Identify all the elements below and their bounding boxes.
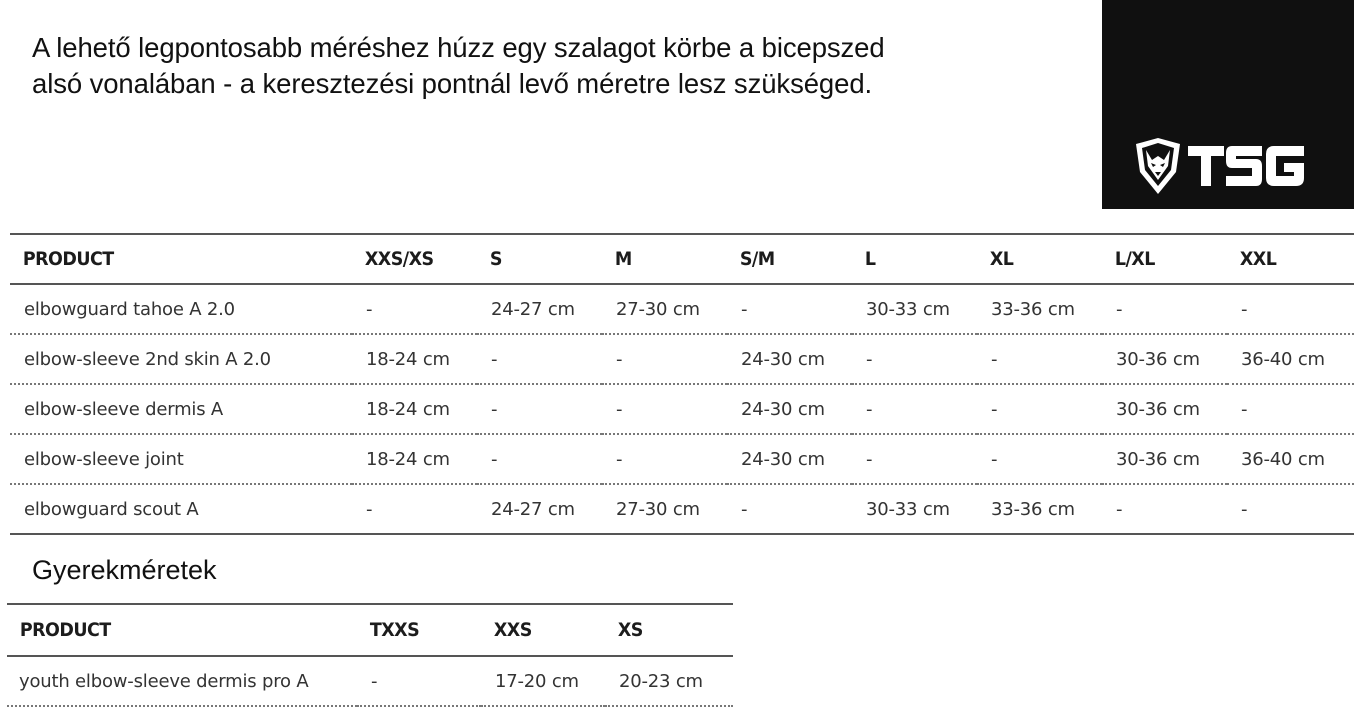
size-cell: -	[1241, 498, 1248, 520]
size-cell: -	[866, 398, 873, 420]
column-header-product: PRODUCT	[22, 248, 114, 270]
column-header-product: PRODUCT	[19, 619, 111, 641]
product-name: elbow-sleeve 2nd skin A 2.0	[24, 348, 271, 370]
youth-size-table	[7, 603, 733, 707]
column-header-l: L	[864, 248, 876, 270]
measuring-instructions	[32, 30, 1072, 102]
size-cell: 30-33 cm	[866, 498, 950, 520]
size-cell: -	[491, 398, 498, 420]
size-cell: 18-24 cm	[366, 348, 450, 370]
size-cell: -	[616, 348, 623, 370]
column-header-xl: XL	[989, 248, 1014, 270]
size-cell: -	[741, 298, 748, 320]
size-cell: 18-24 cm	[366, 398, 450, 420]
brand-logo	[1102, 0, 1354, 209]
column-header-xxl: XXL	[1239, 248, 1277, 270]
column-header-xs: XS	[617, 619, 643, 641]
size-cell: 24-30 cm	[741, 398, 825, 420]
size-cell: 30-36 cm	[1116, 448, 1200, 470]
adult-table-header-row	[10, 234, 1354, 284]
column-header-xxs-xs: XXS/XS	[364, 248, 434, 270]
instruction-line-2: alsó vonalában - a keresztezési pontnál levő méretre lesz szükséged.	[32, 68, 873, 99]
table-row	[10, 434, 1354, 484]
size-cell: -	[741, 498, 748, 520]
size-cell: 30-33 cm	[866, 298, 950, 320]
size-cell: 24-30 cm	[741, 348, 825, 370]
column-header-xxs: XXS	[493, 619, 532, 641]
product-name: elbowguard tahoe A 2.0	[24, 298, 235, 320]
youth-table-header-row	[7, 604, 733, 656]
column-header-txxs: TXXS	[369, 619, 420, 641]
instruction-line-1: A lehető legpontosabb méréshez húzz egy szalagot körbe a bicepszed	[32, 32, 885, 63]
size-cell: -	[1116, 298, 1123, 320]
size-cell: -	[1241, 298, 1248, 320]
size-cell: 24-27 cm	[491, 498, 575, 520]
size-cell: -	[491, 348, 498, 370]
table-row	[10, 334, 1354, 384]
size-cell: -	[991, 398, 998, 420]
size-cell: -	[366, 298, 373, 320]
size-cell: 24-30 cm	[741, 448, 825, 470]
size-cell: 18-24 cm	[366, 448, 450, 470]
product-name: elbow-sleeve dermis A	[24, 398, 224, 420]
size-cell: -	[991, 448, 998, 470]
size-cell: 20-23 cm	[619, 670, 703, 692]
product-name: elbowguard scout A	[24, 498, 199, 520]
column-header-s-m: S/M	[739, 248, 775, 270]
size-cell: -	[366, 498, 373, 520]
adult-size-table	[10, 233, 1354, 535]
table-row	[10, 384, 1354, 434]
size-cell: 33-36 cm	[991, 298, 1075, 320]
column-header-s: S	[489, 248, 502, 270]
size-cell: 24-27 cm	[491, 298, 575, 320]
product-name: elbow-sleeve joint	[24, 448, 184, 470]
product-name: youth elbow-sleeve dermis pro A	[19, 670, 309, 692]
size-cell: -	[1116, 498, 1123, 520]
size-cell: -	[371, 670, 378, 692]
size-cell: 17-20 cm	[495, 670, 579, 692]
table-row	[10, 284, 1354, 334]
size-cell: 36-40 cm	[1241, 448, 1325, 470]
size-cell: 33-36 cm	[991, 498, 1075, 520]
size-cell: -	[491, 448, 498, 470]
column-header-l-xl: L/XL	[1114, 248, 1155, 270]
size-cell: 30-36 cm	[1116, 398, 1200, 420]
size-cell: -	[866, 348, 873, 370]
wolf-shield-icon	[1132, 136, 1332, 196]
table-row	[10, 484, 1354, 534]
size-cell: 36-40 cm	[1241, 348, 1325, 370]
size-cell: -	[616, 398, 623, 420]
size-cell: 27-30 cm	[616, 498, 700, 520]
size-cell: -	[616, 448, 623, 470]
youth-sizes-heading: Gyerekméretek	[32, 555, 217, 585]
size-cell: -	[866, 448, 873, 470]
size-cell: 30-36 cm	[1116, 348, 1200, 370]
size-cell: -	[991, 348, 998, 370]
size-cell: 27-30 cm	[616, 298, 700, 320]
size-cell: -	[1241, 398, 1248, 420]
table-row	[7, 656, 733, 706]
column-header-m: M	[614, 248, 632, 270]
